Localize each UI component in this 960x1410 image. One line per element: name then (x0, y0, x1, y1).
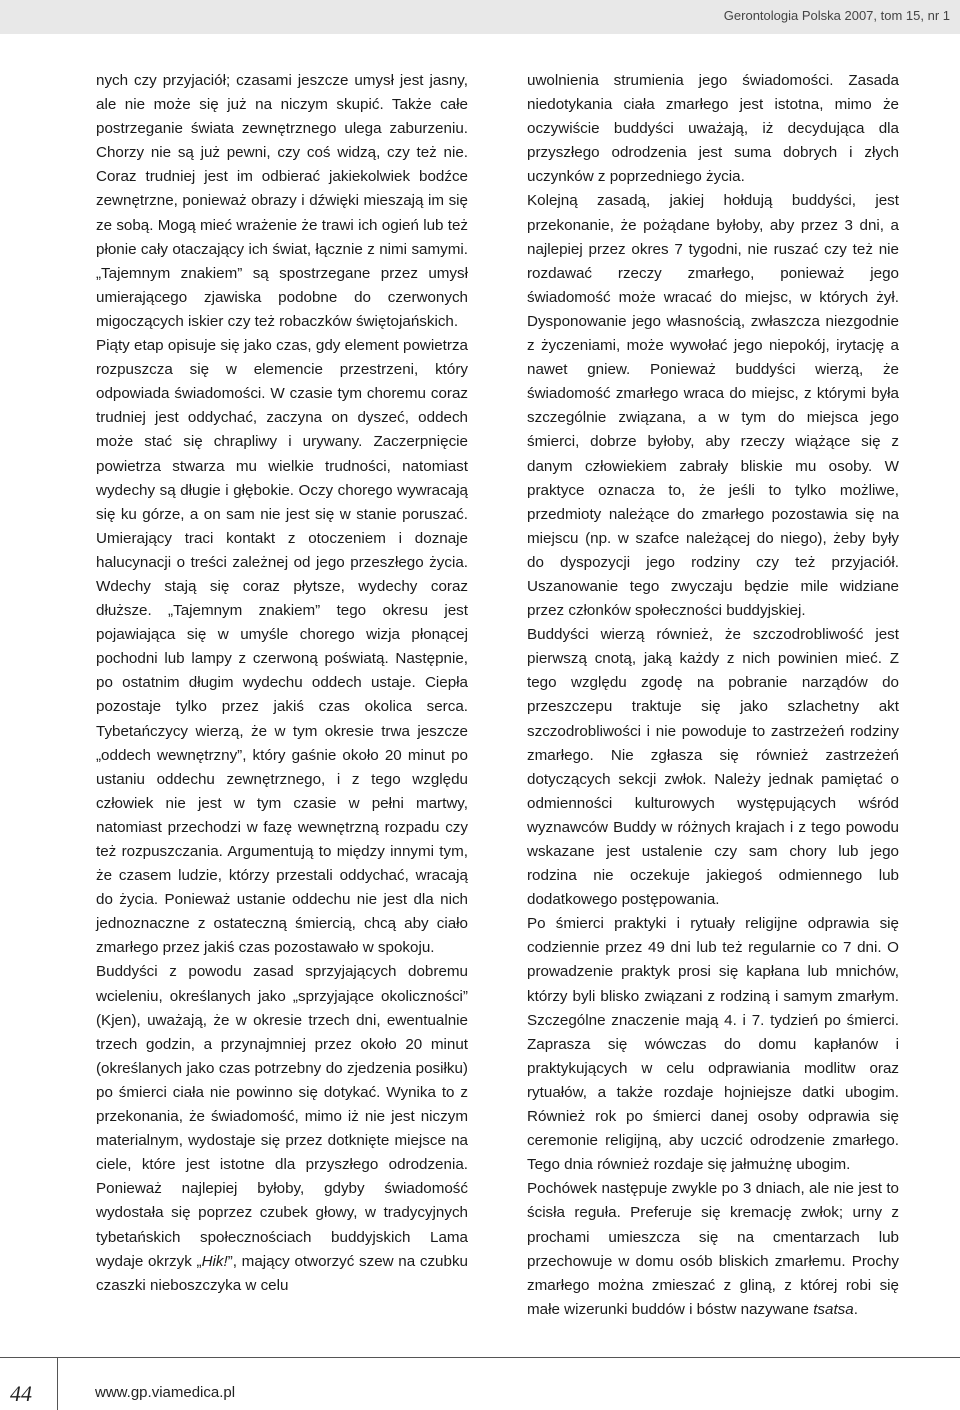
paragraph: Buddyści wierzą również, że szczodrobliwość jest pierwszą cnotą, jaką każdy z nich powinien mieć. Z tego względu zgodę na pobranie narządów do przeszczepu traktuje się jako szlachetny akt szczodrobliwości i nie powoduje to zastrzeżeń rodziny zmarłego. Nie zgłasza się również zastrzeżeń dotyczących sekcji zwłok. Należy jednak pamiętać o odmienności kulturowych występujących wśród wyznawców Buddy w różnych krajach i z tego powodu wskazane jest ustalenie czy sam chory lub jego rodzina nie oczekuje jakiegoś odmiennego lub dodatkowego postępowania. (527, 626, 899, 909)
footer-divider (0, 1357, 960, 1358)
footer-vertical-divider (57, 1357, 58, 1410)
paragraph (527, 1177, 899, 1322)
paragraph: Kolejną zasadą, jakiej hołdują buddyści, jest przekonanie, że pożądane byłoby, aby przez 3 dni, a najlepiej przez okres 7 tygodni, nie ruszać czy też nie rozdawać rzeczy zmarłego, ponieważ jego świadomość może wracać do miejsc, w których żył. Dysponowanie jego własnością, zwłaszcza niezgodnie z życzeniami, może wywołać jego niepokój, irytację a nawet gniew. Ponieważ buddyści wierzą, że świadomość zmarłego wraca do miejsc, z którymi była szczególnie związana, a w tym do miejsca jego śmierci, dobrze byłoby, aby rzeczy wiążące się z danym człowiekiem zabrały bliskie mu osoby. W praktyce oznacza to, że jeśli to tylko możliwe, przedmioty należące do zmarłego pozostawia się na miejscu (np. w szafce należącej do niego), żeby były do dyspozycji jego rodziny czy też przyjaciół. Uszanowanie tego zwyczaju będzie mile widziane przez członków społeczności buddyjskiej. (527, 192, 899, 620)
right-text-column (527, 69, 899, 1322)
exclamation-term: Hik! (201, 1252, 228, 1270)
paragraph: Piąty etap opisuje się jako czas, gdy element powietrza rozpuszcza się w elemencie przestrzeni, który odpowiada świadomości. W czasie tym choremu coraz trudniej jest oddychać, zaczyna on dyszeć, oddech może stać się chrapliwy i urywany. Zaczerpnięcie powietrza stwarza mu wielkie trudności, natomiast wydechy są długie i głębokie. Oczy chorego wywracają się ku górze, a on sam nie jest się w stanie poruszać. Umierający traci kontakt z otoczeniem i doznaje halucynacji o treści zależnej od jego przeszłego życia. Wdechy stają się coraz płytsze, wydechy coraz dłuższe. „Tajemnym znakiem” tego okresu jest pojawiająca się w umyśle chorego wizja płonącej pochodni lub lampy z czerwoną poświatą. Następnie, po ostatnim długim wydechu oddech ustaje. Ciepła pozostaje tylko przez jakiś czas okolica serca. Tybetańczycy wierzą, że w tym okresie trwa jeszcze „oddech wewnętrzny”, który gaśnie około 20 minut po ustaniu oddechu zewnętrznego, i z tego względu człowiek nie jest w tym czasie w pełni martwy, natomiast przechodzi w fazę wewnętrzną rozpadu czy też rozpuszczania. Argumentują to między innymi tym, że czasem ludzie, którzy przestali oddychać, wracają do życia. Ponieważ ustanie oddechu nie jest dla nich jednoznaczne z ostateczną śmiercią, chcą aby ciało zmarłego przez jakiś czas pozostawało w spokoju. (96, 337, 468, 957)
paragraph: nych czy przyjaciół; czasami jeszcze umysł jest jasny, ale nie może się już na niczym skupić. Także całe postrzeganie świata zewnętrznego ulega zaburzeniu. Chorzy nie są już pewni, czy coś widzą, czy też nie. Coraz trudniej jest im odbierać jakiekolwiek bodźce zewnętrzne, ponieważ obrazy i dźwięki mieszają im się ze sobą. Mogą mieć wrażenie że trawi ich ogień lub też płonie cały otaczający ich świat, łącznie z nimi samymi. „Tajemnym znakiem” są spostrzegane przez umysł umierającego zjawiska podobne do czerwonych migoczących iskier czy też robaczków świętojańskich. (96, 72, 468, 330)
left-text-column (96, 69, 468, 1298)
paragraph-text: Pochówek następuje zwykle po 3 dniach, ale nie jest to ścisła reguła. Preferuje się kremację zwłok; urny z prochami umieszcza się na cmentarzach lub przechowuje w domu osób bliskich zmarłemu. Prochy zmarłego można zmieszać z gliną, z której robi się małe wizerunki buddów i bóstw nazywane (527, 1180, 899, 1318)
paragraph: Po śmierci praktyki i rytuały religijne odprawia się codziennie przez 49 dni lub też regularnie co 7 dni. O prowadzenie praktyk prosi się kapłana lub mnichów, którzy byli blisko związani z rodziną i samym zmarłym. Szczególne znaczenie mają 4. i 7. tydzień po śmierci. Zaprasza się wówczas do domu kapłanów i praktykujących w celu odprawiania modlitw oraz rytuałów, a także rozdaje hojniejsze datki ubogim. Również rok po śmierci danej osoby odprawia się ceremonie religijną, aby uczcić odrodzenie zmarłego. Tego dnia również rozdaje się jałmużnę ubogim. (527, 915, 899, 1174)
page-number: 44 (10, 1381, 32, 1406)
paragraph-text: . (853, 1300, 858, 1318)
journal-citation: Gerontologia Polska 2007, tom 15, nr 1 (723, 8, 950, 23)
footer-url-link[interactable]: www.gp.viamedica.pl (95, 1384, 236, 1401)
paragraph (96, 960, 468, 1297)
paragraph-text: ”, mający otworzyć szew na czubku czaszki nieboszczyka w celu (96, 1252, 468, 1294)
paragraph-text: Buddyści z powodu zasad sprzyjających dobremu wcieleniu, określanych jako „sprzyjające okoliczności” (Kjen), uważają, że w okresie trzech dni, ewentualnie trzech godzin, a przynajmniej przez około 20 minut (określanych jako czas potrzebny do zjedzenia posiłku) po śmierci ciała nie powinno się dotykać. Wynika to z przekonania, że świadomość, mimo iż nie jest niczym materialnym, wydostaje się przez dotknięte miejsce na ciele, które jest istotne dla przyszłego odrodzenia. Ponieważ najlepiej byłoby, gdyby świadomość wydostała się poprzez czubek głowy, w tradycyjnych tybetańskich społecznościach buddyjskich Lama wydaje okrzyk „ (96, 963, 468, 1270)
paragraph: uwolnienia strumienia jego świadomości. Zasada niedotykania ciała zmarłego jest istotna, mimo że oczywiście buddyści uważają, iż decydująca dla przyszłego odrodzenia jest suma dobrych i złych uczynków z poprzedniego życia. (527, 72, 899, 186)
term-tsatsa: tsatsa (813, 1300, 854, 1318)
running-header-bar (0, 0, 960, 34)
